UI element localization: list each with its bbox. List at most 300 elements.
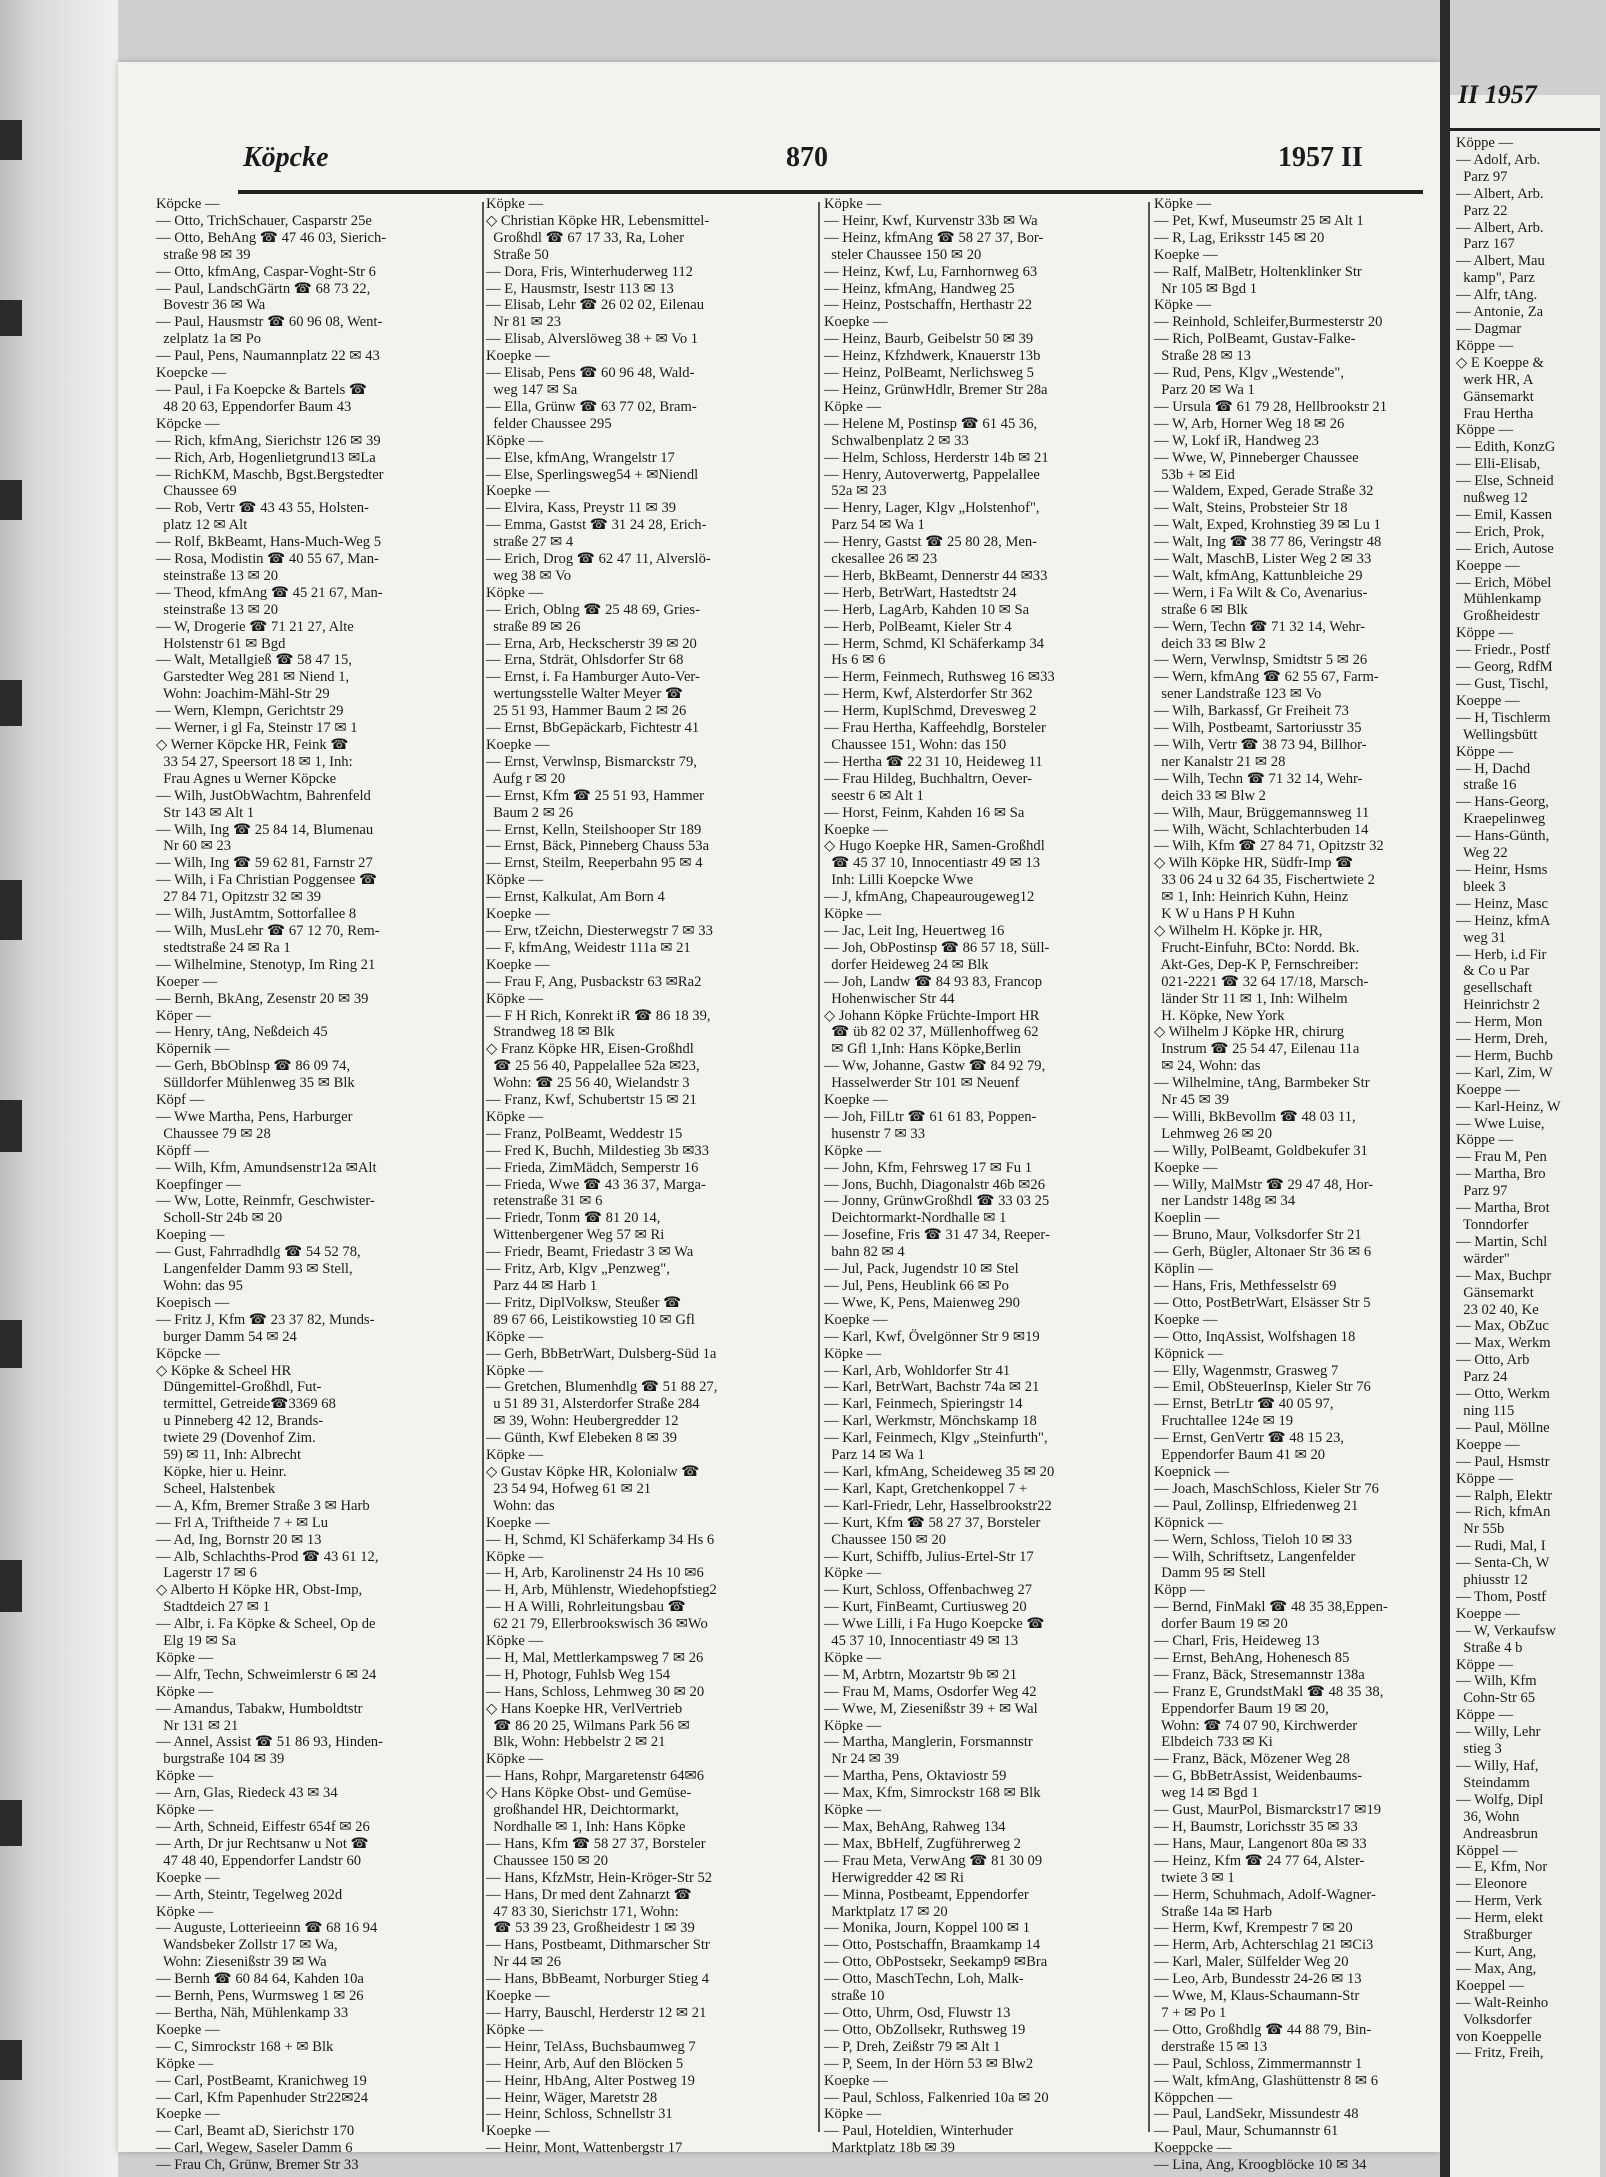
directory-entry: husenstr 7 ✉ 33: [824, 1125, 926, 1142]
surname-heading: Köpp —: [1154, 1582, 1205, 1599]
directory-entry: — Karl-Friedr, Lehr, Hasselbrookstr22: [824, 1497, 1052, 1514]
directory-entry: — Paul, Möllne: [1456, 1419, 1550, 1436]
directory-entry: — W, Verkaufsw: [1456, 1622, 1556, 1639]
directory-entry: Straße 50: [486, 246, 549, 263]
directory-entry: — Wilh, Ing ☎ 25 84 14, Blumenau: [156, 821, 374, 838]
directory-entry: — Wilh, Kfm: [1456, 1673, 1537, 1690]
directory-entry: — Heinz, Kfzhdwerk, Knauerstr 13b: [824, 348, 1041, 365]
directory-entry: — Wilh, Techn ☎ 71 32 14, Wehr-: [1154, 770, 1363, 787]
directory-entry: — Heinz, Baurb, Geibelstr 50 ✉ 39: [824, 331, 1034, 348]
directory-entry: sener Landstraße 123 ✉ Vo: [1154, 686, 1322, 703]
directory-entry: — Heinr, Kwf, Kurvenstr 33b ✉ Wa: [824, 212, 1038, 229]
directory-entry: Frau Agnes u Werner Köpcke: [156, 770, 337, 787]
directory-entry: Gänsemarkt: [1456, 388, 1534, 405]
directory-entry: länder Str 11 ✉ 1, Inh: Wilhelm: [1154, 990, 1348, 1007]
directory-entry: nußweg 12: [1456, 490, 1528, 507]
directory-entry: — Otto, InqAssist, Wolfshagen 18: [1154, 1328, 1356, 1345]
directory-entry: — Erich, Autose: [1456, 540, 1554, 557]
directory-entry: — Ww, Johanne, Gastw ☎ 84 92 79,: [824, 1058, 1046, 1075]
directory-entry: — Willy, Haf,: [1456, 1758, 1539, 1774]
surname-heading: Köpke —: [486, 1751, 544, 1768]
directory-entry: — Rich, kfmAng, Sierichstr 126 ✉ 39: [156, 432, 381, 449]
directory-entry: 45 37 10, Innocentiastr 49 ✉ 13: [824, 1633, 1019, 1650]
directory-entry: — Franz, Bäck, Stresemannstr 138a: [1154, 1666, 1365, 1683]
directory-entry: Wohn: Joachim-Mähl-Str 29: [156, 686, 330, 703]
directory-entry: twiete 3 ✉ 1: [1154, 1869, 1235, 1886]
directory-entry: — Wilh, Barkassf, Gr Freiheit 73: [1154, 703, 1349, 720]
directory-entry: ◇ Gustav Köpke HR, Kolonialw ☎: [486, 1463, 700, 1480]
directory-entry: Parz 24: [1456, 1369, 1508, 1386]
directory-entry: — Rud, Pens, Klgv „Westende",: [1154, 365, 1345, 382]
directory-entry: — Wilhelmine, tAng, Barmbeker Str: [1154, 1075, 1370, 1092]
directory-entry: H. Köpke, New York: [1154, 1007, 1285, 1024]
directory-entry: — Wilh, i Fa Christian Poggensee ☎: [156, 872, 378, 889]
directory-entry: Nr 131 ✉ 21: [156, 1717, 239, 1734]
directory-entry: werk HR, A: [1456, 371, 1534, 388]
directory-entry: Kraepelinweg: [1456, 811, 1546, 828]
directory-entry: Garstedter Weg 281 ✉ Niend 1,: [156, 669, 350, 686]
directory-entry: — Heinz, kfmA: [1456, 912, 1551, 929]
directory-entry: — Frieda, ZimMädch, Semperstr 16: [486, 1159, 699, 1176]
directory-entry: — Eleonore: [1456, 1876, 1527, 1893]
directory-entry: Wohn: das: [486, 1497, 555, 1514]
surname-heading: Köpke —: [1154, 297, 1212, 314]
directory-entry: Hohenwischer Str 44: [824, 990, 955, 1007]
directory-entry: — Otto, ObPostsekr, Seekamp9 ✉Bra: [824, 1954, 1048, 1971]
directory-entry: — Erich, Prok,: [1456, 523, 1545, 540]
surname-heading: Köpke —: [486, 872, 544, 889]
directory-entry: — Hans, KfzMstr, Hein-Kröger-Str 52: [486, 1869, 713, 1886]
column-1: [156, 196, 478, 2174]
directory-entry: — Ernst, i. Fa Hamburger Auto-Ver-: [486, 669, 700, 686]
directory-entry: ◇ E Koeppe &: [1456, 354, 1544, 371]
directory-entry: — Bernd, FinMakl ☎ 48 35 38,Eppen-: [1154, 1599, 1388, 1616]
surname-heading: Koepke —: [824, 314, 888, 331]
surname-heading: Koeppcke —: [1154, 2140, 1232, 2157]
directory-entry: — Martha, Bro: [1456, 1166, 1546, 1183]
directory-entry: termittel, Getreide☎3369 68: [156, 1396, 336, 1413]
surname-heading: Koepnick —: [1154, 1463, 1229, 1480]
directory-entry: — Joach, MaschSchloss, Kieler Str 76: [1154, 1480, 1379, 1497]
directory-entry: Marktplatz 17 ✉ 20: [824, 1903, 948, 1920]
directory-entry: — Elisab, Lehr ☎ 26 02 02, Eilenau: [486, 297, 704, 314]
surname-heading: Köppe —: [1456, 422, 1514, 439]
directory-entry: — Adolf, Arb.: [1456, 151, 1541, 168]
directory-entry: ◇ Franz Köpke HR, Eisen-Großhdl: [486, 1041, 694, 1058]
directory-entry: — Bernh, Pens, Wurmsweg 1 ✉ 26: [156, 1988, 364, 2005]
directory-entry: — Arth, Steintr, Tegelweg 202d: [156, 1886, 343, 1903]
directory-entry: — F H Rich, Konrekt iR ☎ 86 18 39,: [486, 1007, 711, 1024]
directory-entry: — Paul, Schloss, Falkenried 10a ✉ 20: [824, 2089, 1049, 2106]
directory-entry: — Ernst, Steilm, Reeperbahn 95 ✉ 4: [486, 855, 703, 872]
directory-entry: ◇ Christian Köpke HR, Lebensmittel-: [486, 212, 710, 229]
surname-heading: Köpke —: [486, 584, 544, 601]
directory-entry: — Paul, Schloss, Zimmermannstr 1: [1154, 2055, 1363, 2072]
directory-entry: — Karl, Zim, W: [1456, 1064, 1553, 1081]
directory-entry: — Max, Werkm: [1456, 1335, 1551, 1352]
surname-heading: Köpernik —: [156, 1041, 230, 1058]
directory-entry: — Paul, Maur, Schumannstr 61: [1154, 2123, 1339, 2140]
directory-entry: — Rolf, BkBeamt, Hans-Much-Weg 5: [156, 534, 381, 551]
directory-entry: 47 83 30, Sierichstr 171, Wohn:: [486, 1903, 679, 1920]
surname-heading: Koepke —: [486, 483, 550, 500]
directory-entry: — Martha, Manglerin, Forsmannstr: [824, 1734, 1033, 1751]
directory-entry: ☎ üb 82 02 37, Müllenhoffweg 62: [824, 1024, 1039, 1041]
directory-entry: — Erna, Stdrät, Ohlsdorfer Str 68: [486, 652, 684, 669]
directory-entry: — Bertha, Näh, Mühlenkamp 33: [156, 2004, 349, 2021]
edge-mark: [0, 880, 22, 940]
directory-entry: — Hans, Postbeamt, Dithmarscher Str: [486, 1937, 710, 1954]
surname-heading: Köpke —: [486, 990, 544, 1007]
directory-entry: wertungsstelle Walter Meyer ☎: [486, 686, 684, 703]
directory-entry: Lehmweg 26 ✉ 20: [1154, 1125, 1273, 1142]
directory-entry: — Walt, Ing ☎ 38 77 86, Veringstr 48: [1154, 534, 1382, 551]
directory-entry: — Heinr, Mont, Wattenbergstr 17: [486, 2140, 683, 2157]
surname-heading: Köpke —: [486, 1633, 544, 1650]
directory-entry: 48 20 63, Eppendorfer Baum 43: [156, 398, 352, 415]
directory-entry: Mühlenkamp: [1456, 591, 1542, 608]
directory-entry: — Auguste, Lotterieeinn ☎ 68 16 94: [156, 1920, 378, 1937]
directory-entry: — Walt, MaschB, Lister Weg 2 ✉ 33: [1154, 551, 1372, 568]
directory-entry: — W, Arb, Horner Weg 18 ✉ 26: [1154, 415, 1345, 432]
directory-entry: steinstraße 13 ✉ 20: [156, 601, 279, 618]
directory-entry: retenstraße 31 ✉ 6: [486, 1193, 603, 1210]
directory-entry: Parz 20 ✉ Wa 1: [1154, 381, 1255, 398]
directory-page: [118, 62, 1440, 2174]
directory-entry: — Arth, Schneid, Eiffestr 654f ✉ 26: [156, 1819, 370, 1835]
directory-entry: 23 02 40, Ke: [1456, 1301, 1539, 1318]
directory-entry: Straßburger: [1456, 1927, 1532, 1944]
directory-entry: — Alb, Schlachths-Prod ☎ 43 61 12,: [156, 1548, 379, 1565]
directory-entry: — Minna, Postbeamt, Eppendorfer: [824, 1886, 1029, 1903]
directory-entry: — Frieda, Wwe ☎ 43 36 37, Marga-: [486, 1176, 706, 1193]
directory-entry: — Wilh, Kfm, Amundsenstr12a ✉Alt: [156, 1159, 377, 1176]
surname-heading: Koepcke —: [156, 365, 227, 382]
surname-heading: Köpke —: [824, 2106, 882, 2123]
directory-entry: — Arth, Dr jur Rechtsanw u Not ☎: [156, 1835, 369, 1852]
surname-heading: Koepke —: [824, 1311, 888, 1328]
directory-entry: Fruchtallee 124e ✉ 19: [1154, 1413, 1294, 1430]
directory-entry: — Karl, Arb, Wohldorfer Str 41: [824, 1362, 1011, 1379]
directory-entry: — Fritz, Arb, Klgv „Penzweg",: [486, 1261, 670, 1278]
directory-entry: — Wilh, JustAmtm, Sottorfallee 8: [156, 906, 357, 923]
directory-entry: — Erich, Oblng ☎ 25 48 69, Gries-: [486, 601, 700, 618]
directory-entry: — Friedr., Postf: [1456, 642, 1551, 659]
directory-entry: — Otto, Werkm: [1456, 1386, 1550, 1403]
directory-entry: — W, Lokf iR, Handweg 23: [1154, 432, 1319, 449]
directory-entry: Sülldorfer Mühlenweg 35 ✉ Blk: [156, 1075, 355, 1092]
directory-entry: — Wwe Luise,: [1456, 1115, 1545, 1132]
directory-entry: Hs 6 ✉ 6: [824, 652, 886, 669]
directory-entry: Nr 44 ✉ 26: [486, 1954, 562, 1971]
directory-entry: ◇ Alberto H Köpke HR, Obst-Imp,: [156, 1582, 363, 1599]
surname-heading: Köpke —: [156, 1649, 214, 1666]
directory-entry: — Karl, Kwf, Övelgönner Str 9 ✉19: [824, 1328, 1040, 1345]
directory-entry: — Ernst, BetrLtr ☎ 40 05 97,: [1154, 1396, 1334, 1413]
directory-entry: — Else, kfmAng, Wrangelstr 17: [486, 449, 675, 466]
surname-heading: Köpke —: [156, 1768, 214, 1785]
directory-entry: phiusstr 12: [1456, 1572, 1528, 1589]
surname-heading: Köppe —: [1456, 743, 1514, 760]
directory-entry: — Annel, Assist ☎ 51 86 93, Hinden-: [156, 1734, 383, 1751]
directory-entry: Volksdorfer: [1456, 2011, 1532, 2028]
directory-entry: — Ww, Lotte, Reinmfr, Geschwister-: [156, 1193, 375, 1210]
directory-entry: Wellingsbütt: [1456, 726, 1538, 743]
directory-entry: — Ralph, Elektr: [1456, 1487, 1553, 1504]
directory-entry: 25 51 93, Hammer Baum 2 ✉ 26: [486, 703, 687, 720]
directory-entry: Nr 24 ✉ 39: [824, 1751, 900, 1768]
directory-entry: — Wilhelmine, Stenotyp, Im Ring 21: [156, 956, 376, 973]
surname-heading: Köppe —: [1456, 337, 1514, 354]
surname-heading: Köppe —: [1456, 1470, 1514, 1487]
directory-entry: — Frau Hertha, Kaffeehdlg, Borsteler: [824, 720, 1046, 737]
edge-mark: [0, 1100, 22, 1152]
surname-heading: Koepke —: [156, 2106, 220, 2123]
directory-entry: — Rich, Arb, Hogenlietgrund13 ✉La: [156, 449, 376, 466]
directory-entry: deich 33 ✉ Blw 2: [1154, 787, 1266, 804]
directory-entry: Parz 97: [1456, 168, 1508, 185]
directory-entry: — Bernh ☎ 60 84 64, Kahden 10a: [156, 1971, 364, 1988]
directory-entry: — Herm, Feinmech, Ruthsweg 16 ✉33: [824, 669, 1055, 686]
directory-entry: — Hans, Rohpr, Margaretenstr 64✉6: [486, 1768, 705, 1785]
directory-entry: — Rosa, Modistin ☎ 40 55 67, Man-: [156, 551, 379, 568]
surname-heading: Köpke —: [824, 906, 882, 923]
directory-entry: felder Chaussee 295: [486, 415, 612, 432]
directory-entry: — Wern, Verwlnsp, Smidtstr 5 ✉ 26: [1154, 652, 1368, 669]
directory-entry: — Jul, Pack, Jugendstr 10 ✉ Stel: [824, 1261, 1019, 1278]
surname-heading: Köpke —: [486, 1328, 544, 1345]
header-rule: [238, 190, 1423, 194]
directory-entry: — Heinr, Arb, Auf den Blöcken 5: [486, 2055, 684, 2072]
directory-entry: — Ralf, MalBetr, Holtenklinker Str: [1154, 263, 1362, 280]
facing-page-header: II 1957: [1458, 80, 1537, 109]
directory-entry: — Paul, Zollinsp, Elfriedenweg 21: [1154, 1497, 1359, 1514]
directory-entry: Eppendorfer Baum 19 ✉ 20,: [1154, 1700, 1329, 1717]
directory-entry: Deichtormarkt-Nordhalle ✉ 1: [824, 1210, 1007, 1227]
directory-entry: Lagerstr 17 ✉ 6: [156, 1565, 257, 1582]
directory-entry: — Herb, BetrWart, Hastedtstr 24: [824, 584, 1017, 601]
directory-entry: — Erich, Drog ☎ 62 47 11, Alverslö-: [486, 551, 711, 568]
directory-entry: dorfer Baum 19 ✉ 20: [1154, 1616, 1288, 1633]
surname-heading: Koepfinger —: [156, 1176, 241, 1193]
directory-entry: — Willy, Lehr: [1456, 1724, 1541, 1741]
surname-heading: Koepke —: [1154, 1311, 1218, 1328]
surname-heading: Köppe —: [1456, 625, 1514, 642]
book-gutter: [1440, 0, 1450, 2177]
directory-entry: steler Chaussee 150 ✉ 20: [824, 246, 982, 263]
directory-entry: von Koeppelle: [1456, 2028, 1542, 2045]
surname-heading: Köpf —: [156, 1092, 205, 1109]
directory-entry: — Dagmar: [1456, 320, 1522, 337]
directory-entry: — Frau M, Pen: [1456, 1149, 1547, 1166]
directory-entry: — E, Kfm, Nor: [1456, 1859, 1548, 1876]
directory-entry: — Heinr, Hsms: [1456, 861, 1548, 878]
directory-entry: dorfer Heideweg 24 ✉ Blk: [824, 956, 989, 973]
directory-entry: — Karl, Maler, Sülfelder Weg 20: [1154, 1954, 1349, 1971]
directory-entry: — Frau M, Mams, Osdorfer Weg 42: [824, 1683, 1037, 1700]
directory-entry: — Elisab, Pens ☎ 60 96 48, Wald-: [486, 365, 695, 382]
directory-entry: Straße 14a ✉ Harb: [1154, 1903, 1272, 1920]
directory-entry: — Leo, Arb, Bundesstr 24-26 ✉ 13: [1154, 1971, 1362, 1988]
surname-heading: Köpke —: [1154, 196, 1212, 212]
directory-entry: — Max, BehAng, Rahweg 134: [824, 1819, 1006, 1835]
directory-entry: — Helene M, Postinsp ☎ 61 45 36,: [824, 415, 1038, 432]
directory-entry: Elbdeich 733 ✉ Ki: [1154, 1734, 1273, 1751]
facing-page: [1450, 80, 1600, 2177]
directory-entry: 23 54 94, Hofweg 61 ✉ 21: [486, 1480, 652, 1497]
directory-entry: — H A Willi, Rohrleitungsbau ☎: [486, 1599, 686, 1616]
directory-entry: — Elisab, Alverslöweg 38 + ✉ Vo 1: [486, 331, 699, 348]
directory-entry: — Hans, Schloss, Lehmweg 30 ✉ 20: [486, 1683, 705, 1700]
surname-heading: Koeping —: [156, 1227, 225, 1244]
directory-entry: Inh: Lilli Koepcke Wwe: [824, 872, 974, 889]
directory-entry: — Paul, Hoteldien, Winterhuder: [824, 2123, 1014, 2140]
directory-entry: — Gust, Fahrradhdlg ☎ 54 52 78,: [156, 1244, 361, 1261]
surname-heading: Köpke —: [824, 1717, 882, 1734]
directory-entry: — Wilh, Maur, Brüggemannsweg 11: [1154, 804, 1370, 821]
directory-entry: — Joh, FilLtr ☎ 61 61 83, Poppen-: [824, 1108, 1037, 1125]
directory-entry: — Walt, Metallgieß ☎ 58 47 15,: [156, 652, 352, 669]
directory-entry: ckesallee 26 ✉ 23: [824, 551, 938, 568]
directory-entry: Damm 95 ✉ Stell: [1154, 1565, 1266, 1582]
directory-entry: — A, Kfm, Bremer Straße 3 ✉ Harb: [156, 1497, 370, 1514]
directory-entry: Tonndorfer: [1456, 1217, 1529, 1233]
directory-entry: — Walt-Reinho: [1456, 1994, 1549, 2011]
directory-entry: — Dora, Fris, Winterhuderweg 112: [486, 263, 693, 280]
directory-entry: Nordhalle ✉ 1, Inh: Hans Köpke: [486, 1819, 686, 1835]
directory-entry: — Gretchen, Blumenhdlg ☎ 51 88 27,: [486, 1379, 718, 1396]
edge-mark: [0, 680, 22, 726]
surname-heading: Köpke —: [824, 1649, 882, 1666]
surname-heading: Köpke —: [486, 1362, 544, 1379]
directory-entry: Scheel, Halstenbek: [156, 1480, 276, 1497]
directory-entry: — Franz, Kwf, Schubertstr 15 ✉ 21: [486, 1092, 697, 1109]
directory-entry: — Friedr, Tonm ☎ 81 20 14,: [486, 1210, 661, 1227]
directory-entry: — Edith, KonzG: [1456, 439, 1556, 456]
directory-entry: weg 147 ✉ Sa: [486, 381, 578, 398]
directory-entry: Chaussee 150 ✉ 20: [824, 1531, 947, 1548]
surname-heading: Köpke —: [156, 2055, 214, 2072]
directory-entry: Schwalbenplatz 2 ✉ 33: [824, 432, 969, 449]
directory-entry: — Emil, ObSteuerInsp, Kieler Str 76: [1154, 1379, 1371, 1396]
directory-entry: kamp", Parz: [1456, 270, 1535, 287]
directory-entry: — Walt, kfmAng, Kattunbleiche 29: [1154, 567, 1363, 584]
surname-heading: Köpke —: [156, 1683, 214, 1700]
directory-entry: — Heinz, PolBeamt, Nerlichsweg 5: [824, 365, 1034, 382]
directory-entry: — Willy, PolBeamt, Goldbekufer 31: [1154, 1142, 1368, 1159]
directory-entry: großhandel HR, Deichtormarkt,: [486, 1802, 679, 1819]
surname-heading: Köpke —: [486, 1548, 544, 1565]
surname-heading: Koepke —: [486, 956, 550, 973]
surname-heading: Köppel —: [1456, 1842, 1518, 1859]
directory-entry: — Henry, Lager, Klgv „Holstenhof",: [824, 500, 1040, 517]
directory-entry: ☎ 86 20 25, Wilmans Park 56 ✉: [486, 1717, 690, 1734]
directory-entry: 62 21 79, Ellerbrookswisch 36 ✉Wo: [486, 1616, 708, 1633]
directory-entry: — Karl, kfmAng, Scheideweg 35 ✉ 20: [824, 1463, 1055, 1480]
directory-entry: Herwigredder 42 ✉ Ri: [824, 1869, 964, 1886]
directory-entry: — Wwe Martha, Pens, Harburger: [156, 1108, 353, 1125]
directory-entry: — Gerh, Bügler, Altonaer Str 36 ✉ 6: [1154, 1244, 1372, 1261]
directory-entry: — Monika, Journ, Koppel 100 ✉ 1: [824, 1920, 1030, 1937]
directory-entry: — Heinz, Postschaffn, Herthastr 22: [824, 297, 1033, 314]
directory-entry: — Waldem, Exped, Gerade Straße 32: [1154, 483, 1374, 500]
surname-heading: Köpcke —: [156, 196, 220, 212]
edge-mark: [0, 1320, 22, 1368]
directory-entry: Chaussee 69: [156, 483, 237, 500]
directory-entry: — Friedr, Beamt, Friedastr 3 ✉ Wa: [486, 1244, 694, 1261]
directory-entry: — Kurt, FinBeamt, Curtiusweg 20: [824, 1599, 1027, 1616]
directory-entry: — Wilh, Wächt, Schlachterbuden 14: [1154, 821, 1369, 838]
edge-mark: [0, 1560, 22, 1612]
directory-entry: steinstraße 13 ✉ 20: [156, 567, 279, 584]
directory-entry: — Wern, kfmAng ☎ 62 55 67, Farm-: [1154, 669, 1379, 686]
surname-heading: Koepke —: [1154, 1159, 1218, 1176]
directory-entry: Bovestr 36 ✉ Wa: [156, 297, 266, 314]
directory-entry: bleek 3: [1456, 878, 1506, 895]
directory-entry: — Otto, MaschTechn, Loh, Malk-: [824, 1971, 1024, 1988]
directory-entry: — Wilh, JustObWachtm, Bahrenfeld: [156, 787, 371, 804]
facing-page-column: [1456, 135, 1606, 2175]
directory-entry: — P, Dreh, Zeißstr 79 ✉ Alt 1: [824, 2038, 1001, 2055]
directory-entry: — Heinr, Wäger, Maretstr 28: [486, 2089, 658, 2106]
surname-heading: Köpcke —: [156, 415, 220, 432]
directory-entry: platz 12 ✉ Alt: [156, 517, 248, 534]
surname-heading: Köper —: [156, 1007, 211, 1024]
directory-entry: — Gust, MaurPol, Bismarckstr17 ✉19: [1154, 1802, 1382, 1819]
directory-entry: — Emma, Gastst ☎ 31 24 28, Erich-: [486, 517, 707, 534]
directory-entry: — Karl, Feinmech, Spieringstr 14: [824, 1396, 1023, 1413]
directory-entry: Düngemittel-Großhdl, Fut-: [156, 1379, 322, 1396]
directory-entry: — Franz, PolBeamt, Weddestr 15: [486, 1125, 683, 1142]
directory-entry: — Herb, LagArb, Kahden 10 ✉ Sa: [824, 601, 1030, 618]
directory-entry: Nr 105 ✉ Bgd 1: [1154, 280, 1258, 297]
directory-entry: — Erw, tZeichn, Diesterwegstr 7 ✉ 33: [486, 922, 713, 939]
directory-entry: — Ernst, BbGepäckarb, Fichtestr 41: [486, 720, 700, 737]
directory-entry: gesellschaft: [1456, 980, 1533, 997]
surname-heading: Koepke —: [824, 2072, 888, 2089]
directory-entry: — H, Tischlerm: [1456, 709, 1551, 726]
directory-entry: — Henry, Autoverwertg, Pappelallee: [824, 466, 1040, 483]
directory-entry: — Paul, Hausmstr ☎ 60 96 08, Went-: [156, 314, 383, 331]
directory-entry: — Herm, Kwf, Alsterdorfer Str 362: [824, 686, 1033, 703]
directory-entry: — Wern, Schloss, Tieloh 10 ✉ 33: [1154, 1531, 1353, 1548]
directory-entry: Blk, Wohn: Hebbelstr 2 ✉ 21: [486, 1734, 666, 1751]
directory-entry: — Willi, BkBevollm ☎ 48 03 11,: [1154, 1108, 1356, 1125]
directory-entry: Parz 14 ✉ Wa 1: [824, 1447, 925, 1464]
directory-entry: — Ad, Ing, Bornstr 20 ✉ 13: [156, 1531, 322, 1548]
directory-entry: wärder": [1456, 1250, 1510, 1267]
surname-heading: Köpke —: [824, 196, 882, 212]
directory-entry: — Max, Buchpr: [1456, 1267, 1552, 1284]
directory-entry: straße 10: [824, 1988, 885, 2005]
directory-entry: 59) ✉ 11, Inh: Albrecht: [156, 1447, 302, 1464]
directory-entry: 47 48 40, Eppendorfer Landstr 60: [156, 1852, 362, 1869]
directory-entry: straße 6 ✉ Blk: [1154, 601, 1248, 618]
directory-entry: ◇ Hugo Koepke HR, Samen-Großhdl: [824, 838, 1045, 855]
directory-entry: — Reinhold, Schleifer,Burmesterstr 20: [1154, 314, 1383, 331]
directory-entry: ◇ Johann Köpke Früchte-Import HR: [824, 1007, 1040, 1024]
surname-heading: Koepke —: [486, 1988, 550, 2005]
directory-entry: — Albert, Arb.: [1456, 185, 1544, 202]
directory-entry: — Walt, Steins, Probsteier Str 18: [1154, 500, 1348, 517]
directory-entry: — Elly, Wagenmstr, Grasweg 7: [1154, 1362, 1339, 1379]
directory-entry: — Albert, Arb.: [1456, 219, 1544, 236]
directory-entry: Wandsbeker Zollstr 17 ✉ Wa,: [156, 1937, 338, 1954]
directory-entry: Wohn: Ziesenißstr 39 ✉ Wa: [156, 1954, 327, 1971]
surname-heading: Köpke —: [156, 1903, 214, 1920]
directory-entry: 33 54 27, Speersort 18 ✉ 1, Inh:: [156, 753, 353, 770]
facing-page-rule: [1450, 128, 1600, 131]
